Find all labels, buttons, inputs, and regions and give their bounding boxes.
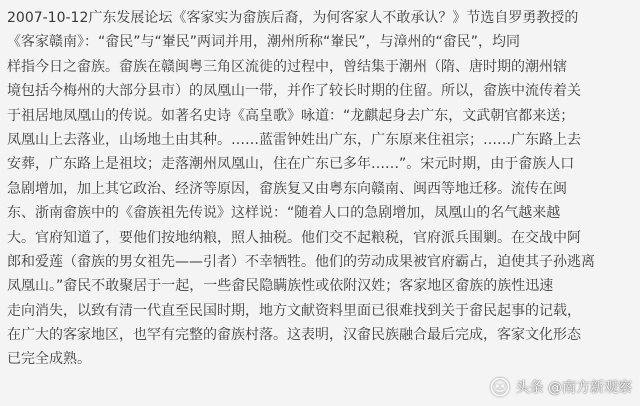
article-line: 在广大的客家地区，也罕有完整的畲族村落。这表明，汉畲民族融合最后完成，客家文化形态 <box>7 327 581 344</box>
article-line: 已完全成熟。 <box>7 351 91 368</box>
article-line: 安葬，广东路上是祖坟；走落潮州凤凰山，住在广东已多年……”。宋元时期，由于畲族人口 <box>7 156 575 173</box>
article-line: 大。官府知道了，要他们按地纳粮，照人抽税。他们交不起粮税，官府派兵围剿。在交战中阿 <box>7 229 581 246</box>
watermark-text: 头条 @南方新观察 <box>515 380 632 396</box>
article-line: 境包括今梅州的大部分县市）的凤凰山一带，并作了较长时期的住留。所以，畲族中流传着关 <box>7 83 581 100</box>
article-line: 东、浙南畲族中的《畲族祖先传说》这样说：“随着人口的急剧增加，凤凰山的名气越来越 <box>7 205 561 222</box>
article-line: 凤凰山。”畲民不敢聚居于一起，一些畲民隐瞒族性或依附汉姓；客家地区畲族的族性迅速 <box>7 278 554 295</box>
watermark <box>490 376 632 398</box>
article-line: 郎和爱莲（畲族的男女祖先——引者）不幸牺牲。他们的劳动成果被官府霸占，迫使其子孙逃离 <box>7 253 595 270</box>
article-line: 《客家赣南》：“畲民”与“輋民”两词并用，潮州所称“輋民”，与漳州的“畲民”，均同 <box>7 34 521 51</box>
article-text <box>7 6 635 372</box>
article-line: 样指今日之畲族。畲族在赣闽粤三角区流徙的过程中，曾结集于潮州（隋、唐时期的潮州辖 <box>7 58 567 75</box>
article-line: 急剧增加，加上其它政治、经济等原因，畲族复又由粤东向赣南、闽西等地迁移。流传在闽 <box>7 180 567 197</box>
article-line: 于祖居地凤凰山的传说。如著名史诗《高皇歌》咏道：“龙麒起身去广东，文武朝官都来送； <box>7 107 575 124</box>
article-line: 走向消失，以致有清一代直至民国时期，地方文献资料里面已很难找到关于畲民起事的记载， <box>7 302 581 319</box>
article-line: 2007-10-12广东发展论坛《客家实为畲族后裔，为何客家人不敢承认？》节选自罗勇教授的 <box>7 10 579 26</box>
article-line: 凤凰山上去落业，山场地土由其种。……蓝雷钟姓出广东，广东原来住祖宗；……广东路上去 <box>7 131 581 148</box>
toutiao-logo-icon <box>490 377 510 397</box>
